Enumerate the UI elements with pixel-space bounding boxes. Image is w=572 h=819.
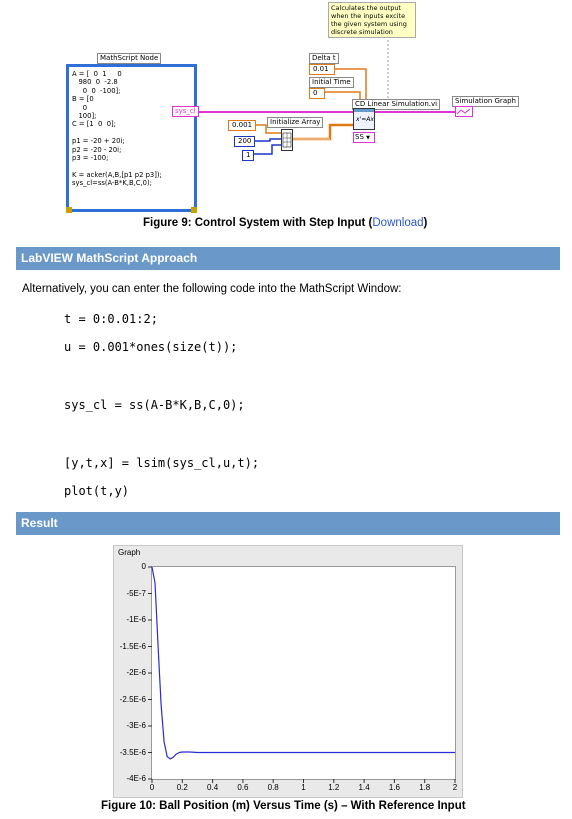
y-tick-label: 0 bbox=[141, 562, 146, 571]
y-tick-label: -1E-6 bbox=[126, 615, 146, 624]
x-tick-label: 1.4 bbox=[358, 783, 370, 792]
mathscript-line: A = [ 0 1 0 bbox=[72, 70, 122, 78]
section-header-mathscript: LabVIEW MathScript Approach bbox=[16, 247, 560, 270]
x-tick-label: 1.8 bbox=[419, 783, 431, 792]
x-tick-label: 0 bbox=[149, 783, 155, 792]
note-line-4: discrete simulation bbox=[331, 28, 393, 36]
dimension-constant[interactable]: 200 bbox=[234, 136, 255, 147]
delta-t-constant[interactable]: 0.01 bbox=[309, 64, 335, 75]
y-tick-label: -2E-6 bbox=[126, 668, 146, 677]
figure-9-caption-end: ) bbox=[423, 217, 428, 229]
mathscript-line: C = [1 0 0]; bbox=[72, 120, 116, 129]
mathscript-line: 980 0 -2.8 bbox=[72, 78, 118, 87]
x-tick-label: 2 bbox=[452, 783, 458, 792]
figure-9-caption-text: Figure 9: Control System with Step Input ( bbox=[143, 217, 373, 229]
code-line-5: plot(t,y) bbox=[64, 484, 130, 498]
mathscript-line: K = acker(A,B,[p1 p2 p3]); bbox=[72, 170, 162, 179]
sim-vi-label: CD Linear Simulation.vi bbox=[352, 99, 440, 110]
note-line-1: Calculates the output bbox=[331, 4, 401, 12]
mathscript-line: 0 0 -100]; bbox=[72, 86, 121, 95]
code-line-4: [y,t,x] = lsim(sys_cl,u,t); bbox=[64, 456, 260, 470]
x-tick-label: 1 bbox=[301, 783, 306, 792]
mathscript-line: p3 = -100; bbox=[72, 154, 109, 163]
element-constant[interactable]: 0.001 bbox=[228, 120, 256, 131]
delta-t-label: Delta t bbox=[309, 53, 339, 64]
code-line-3: sys_cl = ss(A-B*K,B,C,0); bbox=[64, 398, 245, 412]
mathscript-line: 100]; bbox=[72, 112, 97, 121]
intro-text: Alternatively, you can enter the following code into the MathScript Window: bbox=[22, 283, 402, 295]
code-line-2: u = 0.001*ones(size(t)); bbox=[64, 340, 238, 354]
mathscript-line: 0 bbox=[72, 103, 88, 112]
sys-cl-output-terminal[interactable]: sys_cl bbox=[172, 106, 199, 117]
figure-10-caption: Figure 10: Ball Position (m) Versus Time (s) – With Reference Input bbox=[101, 800, 466, 812]
chevron-down-icon: ▼ bbox=[366, 135, 370, 141]
y-tick-label: -3E-6 bbox=[126, 721, 146, 730]
sim-graph-label: Simulation Graph bbox=[452, 96, 519, 107]
note-line-2: when the inputs excite bbox=[331, 12, 406, 20]
y-tick-label: -3.5E-6 bbox=[119, 747, 146, 757]
initial-time-label: Initial Time bbox=[309, 77, 354, 88]
init-array-label: Initialize Array bbox=[267, 117, 323, 128]
dimension-constant-2[interactable]: 1 bbox=[242, 150, 254, 161]
y-tick-label: -1.5E-6 bbox=[119, 641, 146, 651]
initial-time-constant[interactable]: 0 bbox=[309, 88, 325, 99]
code-line-1: t = 0:0.01:2; bbox=[64, 312, 158, 326]
x-tick-label: 0.2 bbox=[176, 783, 188, 792]
x-tick-label: 1.6 bbox=[388, 783, 400, 792]
y-tick-label: -5E-7 bbox=[126, 588, 146, 598]
mathscript-line: B = [0 bbox=[72, 95, 94, 104]
y-tick-label: -4E-6 bbox=[126, 774, 146, 783]
series-line bbox=[152, 567, 455, 759]
graph-title: Graph bbox=[118, 548, 141, 557]
y-tick-label: -2.5E-6 bbox=[119, 694, 146, 704]
mathscript-line: p1 = -20 + 20i; bbox=[72, 137, 125, 146]
mathscript-node-label: MathScript Node bbox=[97, 53, 161, 64]
state-space-icon: x'=Ax bbox=[356, 116, 374, 123]
x-tick-label: 0.4 bbox=[207, 783, 219, 792]
x-tick-label: 1.2 bbox=[328, 783, 340, 792]
x-tick-label: 0.6 bbox=[237, 783, 249, 792]
download-link[interactable]: Download bbox=[372, 217, 424, 229]
mathscript-line: p2 = -20 - 20i; bbox=[72, 145, 122, 154]
mathscript-line: sys_cl=ss(A-B*K,B,C,0); bbox=[72, 179, 152, 188]
ss-dropdown-value: SS bbox=[355, 133, 364, 141]
section-header-result: Result bbox=[16, 512, 560, 535]
x-tick-label: 0.8 bbox=[267, 783, 279, 792]
note-line-3: the given system using bbox=[331, 20, 407, 28]
